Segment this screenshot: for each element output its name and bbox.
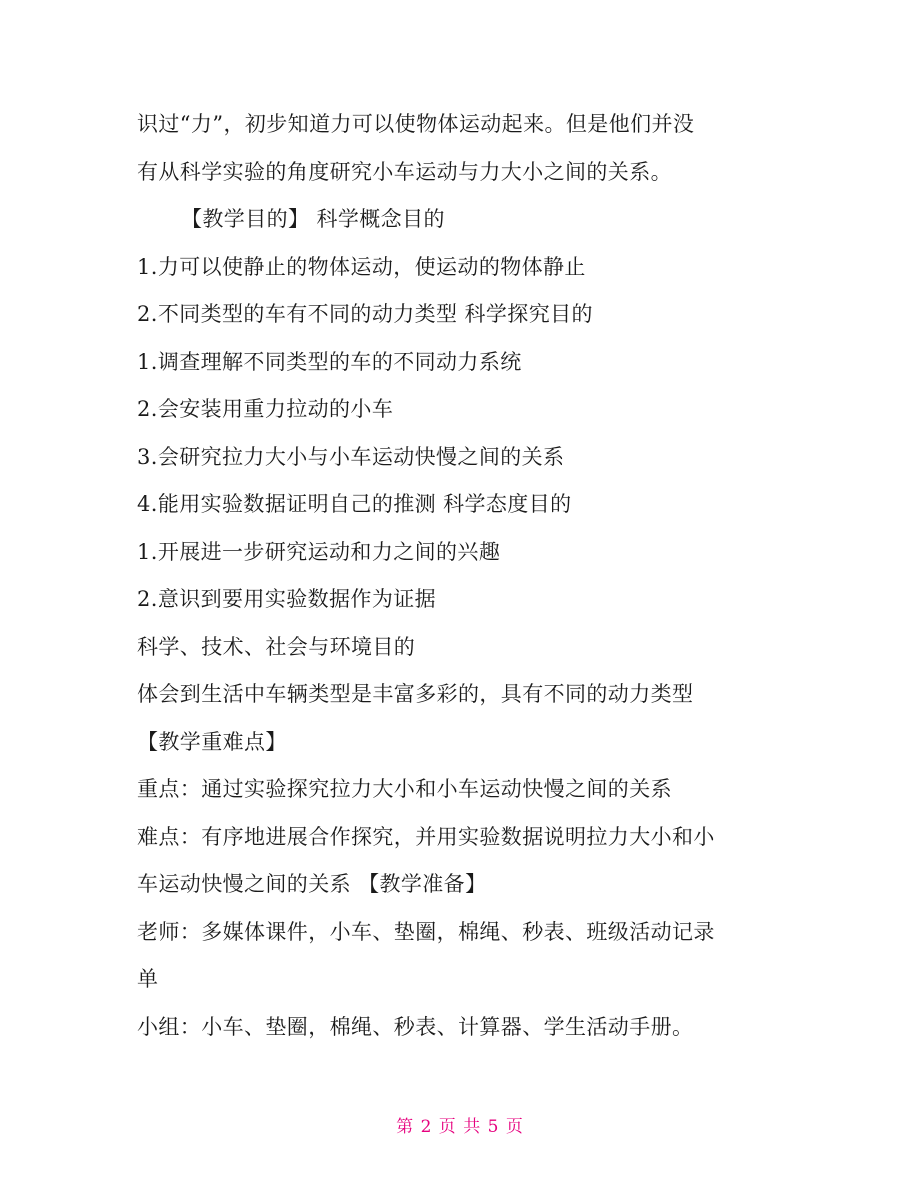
text-line: 1.开展进一步研究运动和力之间的兴趣 <box>137 539 501 564</box>
text-line: 2.会安装用重力拉动的小车 <box>137 397 394 421</box>
text-line: 车运动快慢之间的关系 【教学准备】 <box>137 872 487 896</box>
text-line: 1.力可以使静止的物体运动，使运动的物体静止 <box>137 254 586 279</box>
text-line: 难点：有序地进展合作探究，并用实验数据说明拉力大小和小 <box>137 824 715 849</box>
text-line: 重点：通过实验探究拉力大小和小车运动快慢之间的关系 <box>137 777 672 801</box>
text-line: 4.能用实验数据证明自己的推测 科学态度目的 <box>137 492 572 516</box>
text-line: 1.调查理解不同类型的车的不同动力系统 <box>137 349 522 374</box>
text-line: 体会到生活中车辆类型是丰富多彩的，具有不同的动力类型 <box>137 682 694 706</box>
section-heading: 【教学目的】 科学概念目的 <box>181 207 445 231</box>
text-line: 3.会研究拉力大小与小车运动快慢之间的关系 <box>137 444 565 469</box>
text-line: 2.意识到要用实验数据作为证据 <box>137 587 437 611</box>
text-line: 有从科学实验的角度研究小车运动与力大小之间的关系。 <box>137 159 672 184</box>
text-line: 老师：多媒体课件，小车、垫圈，棉绳、秒表、班级活动记录 <box>137 919 715 944</box>
text-line: 单 <box>137 967 159 991</box>
section-heading: 【教学重难点】 <box>137 729 287 754</box>
text-line: 小组：小车、垫圈，棉绳、秒表、计算器、学生活动手册。 <box>137 1014 694 1039</box>
text-line: 识过“力”，初步知道力可以使物体运动起来。但是他们并没 <box>137 112 695 136</box>
document-body <box>137 101 797 1051</box>
text-line: 2.不同类型的车有不同的动力类型 科学探究目的 <box>137 302 593 326</box>
text-line: 科学、技术、社会与环境目的 <box>137 634 416 659</box>
page-number-footer: 第 2 页 共 5 页 <box>396 1117 524 1137</box>
